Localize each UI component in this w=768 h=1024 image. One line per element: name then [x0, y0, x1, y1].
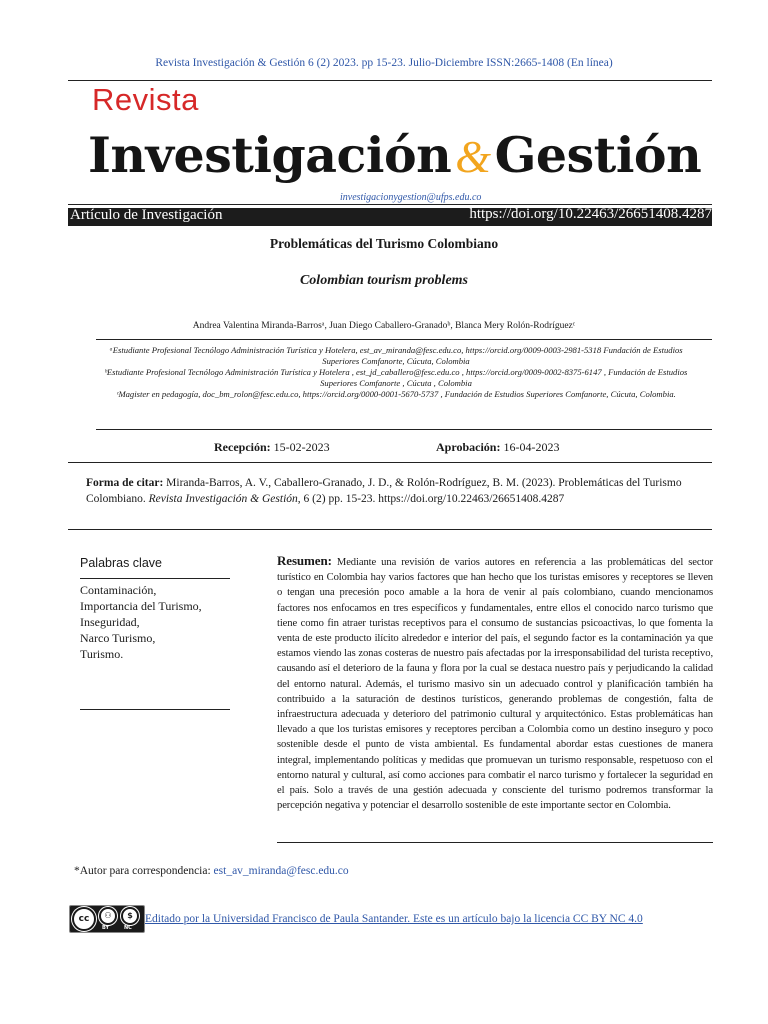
affiliation-a: ᵃEstudiante Profesional Tecnólogo Administración Turística y Hotelera, est_av_miranda@fesc.edu.co, https://orcid.org/0009-0003-2981-5318 Fundación de Estudios Superiores Comfanorte, Cúcuta, Colombia: [109, 345, 683, 366]
reception-value: 15-02-2023: [273, 440, 330, 454]
affiliation-rule-bottom: [96, 429, 712, 430]
keyword-item: Contaminación,: [80, 583, 157, 597]
abstract: [277, 553, 713, 813]
correspondence-footnote: [74, 865, 349, 877]
badge-nc-label: NC: [124, 925, 132, 931]
doi-link[interactable]: https://doi.org/10.22463/26651408.4287: [469, 206, 712, 222]
keywords-heading: Palabras clave: [80, 556, 162, 570]
license-link[interactable]: Editado por la Universidad Francisco de Paula Santander. Este es un artículo bajo la licencia CC BY NC 4.0: [145, 913, 643, 925]
affiliation-rule-top: [96, 339, 712, 340]
badge-by-label: BY: [102, 925, 110, 931]
keyword-item: Importancia del Turismo,: [80, 599, 202, 613]
reception-label: Recepción:: [214, 440, 271, 454]
approval-label: Aprobación:: [436, 440, 501, 454]
journal-email-link[interactable]: investigacionygestion@ufps.edu.co: [340, 192, 482, 203]
cite-label: Forma de citar:: [86, 477, 164, 489]
approval-date: [436, 440, 559, 455]
brand-ampersand: &: [455, 131, 491, 182]
brand-rule: [68, 204, 712, 205]
abstract-label: Resumen:: [277, 553, 332, 568]
author-list: Andrea Valentina Miranda-Barrosᵃ, Juan Diego Caballero-Granadoᵇ, Blanca Mery Rolón-Rodríguezᶜ: [192, 321, 576, 331]
abstract-text: Mediante una revisión de varios autores en referencia a las problemáticas del sector turístico en Colombia hay varios factores que han hecho que los turistas emisores y receptores se lleven o tengan una precesión poco amable a la hora de venir al país colombiano, cuando mencionamos factores nos enfocamos en tres específicos y fundamentales, entre ellos el conocido narco turismo que tiene como fin atraer turistas receptivos para el consumo de sustancias psicoactivas, lo que fomenta la venta de este producto ilícito alrededor e interior del país, el segundo factor es la contaminación ya que estamos viendo las zonas costeras de nuestro país afectadas por la irresponsabilidad del turista receptivo, causando así el deterioro de la fauna y flora por la cual se destaca nuestro país y perjudicando la calidad del entorno natural. Además, el turismo masivo sin un adecuado control y planificación también ha contribuido a la saturación de destinos turísticos, generando problemas de congestión, falta de infraestructura adecuada y deterioro del patrimonio cultural y arquitectónico. Estas problemáticas han llevado a que los turistas emisores y receptores perciban a Colombia como un destino inseguro y poco sostenible desde el punto de vista ambiental. Es fundamental abordar estas cuestiones de manera integral, implementando políticas y medidas que promuevan un turismo responsable, respetuoso con el entorno natural y cultural, así como acciones para combatir el narco turismo y fortalecer la seguridad en el país. Solo a través de una gestión adecuada y consciente del turismo podremos transformar la percepción negativa y potenciar el desarrollo sostenible de este importante sector en Colombia.: [277, 557, 713, 812]
affiliation-b: ᵇEstudiante Profesional Tecnólogo Administración Turística y Hotelera , est_jd_caballero@fesc.edu.co , https://orcid.org/0009-0002-8375-6147 , Fundación de Estudios Superiores Comfanorte , Cúcuta , Colombia: [104, 367, 688, 388]
keyword-item: Turismo.: [80, 647, 124, 661]
footnote-label: *Autor para correspondencia:: [74, 865, 211, 877]
article-title-es: Problemáticas del Turismo Colombiano: [269, 236, 499, 251]
keyword-item: Narco Turismo,: [80, 631, 156, 645]
abstract-rule: [277, 842, 713, 843]
approval-value: 16-04-2023: [503, 440, 560, 454]
affiliation-c: ᶜMagister en pedagogía, doc_bm_rolon@fesc.edu.co, https://orcid.org/0000-0001-5670-5737 , Fundación de Estudios Superiores Comfanorte, Cúcuta, Colombia.: [116, 389, 676, 399]
header-rule: [68, 80, 712, 81]
citation-rule: [68, 529, 712, 530]
reception-date: [214, 440, 330, 455]
cite-journal: Revista Investigación & Gestión: [148, 493, 298, 505]
keyword-item: Inseguridad,: [80, 615, 140, 629]
cite-text-after: , 6 (2) pp. 15-23. https://doi.org/10.22463/26651408.4287: [297, 493, 565, 505]
cite-text-before: Miranda-Barros, A. V., Caballero-Granado, J. D., & Rolón-Rodríguez, B. M. (2023). Problemáticas del Turismo Colombiano.: [86, 477, 682, 505]
nc-icon: $: [121, 907, 139, 925]
keywords-rule-top: [80, 578, 230, 579]
article-type-label: Artículo de Investigación: [70, 207, 223, 223]
cc-icon: cc: [72, 907, 96, 931]
keywords-list: [80, 582, 256, 662]
brand-word-gestion: Gestión: [494, 126, 702, 184]
cc-license-badge[interactable]: [69, 905, 145, 933]
article-title-en: Colombian tourism problems: [299, 273, 469, 288]
correspondence-email-link[interactable]: est_av_miranda@fesc.edu.co: [213, 865, 349, 877]
journal-reference: Revista Investigación & Gestión 6 (2) 2023. pp 15-23. Julio-Diciembre ISSN:2665-1408 (En línea): [155, 57, 613, 69]
how-to-cite: [86, 475, 696, 507]
journal-logo: [88, 126, 701, 184]
brand-revista: Revista: [92, 82, 199, 117]
keywords-rule-bottom: [80, 709, 230, 710]
by-icon: ⚇: [99, 907, 117, 925]
brand-word-investigacion: Investigación: [88, 126, 452, 184]
affiliations: [96, 345, 696, 400]
dates-rule: [68, 462, 712, 463]
